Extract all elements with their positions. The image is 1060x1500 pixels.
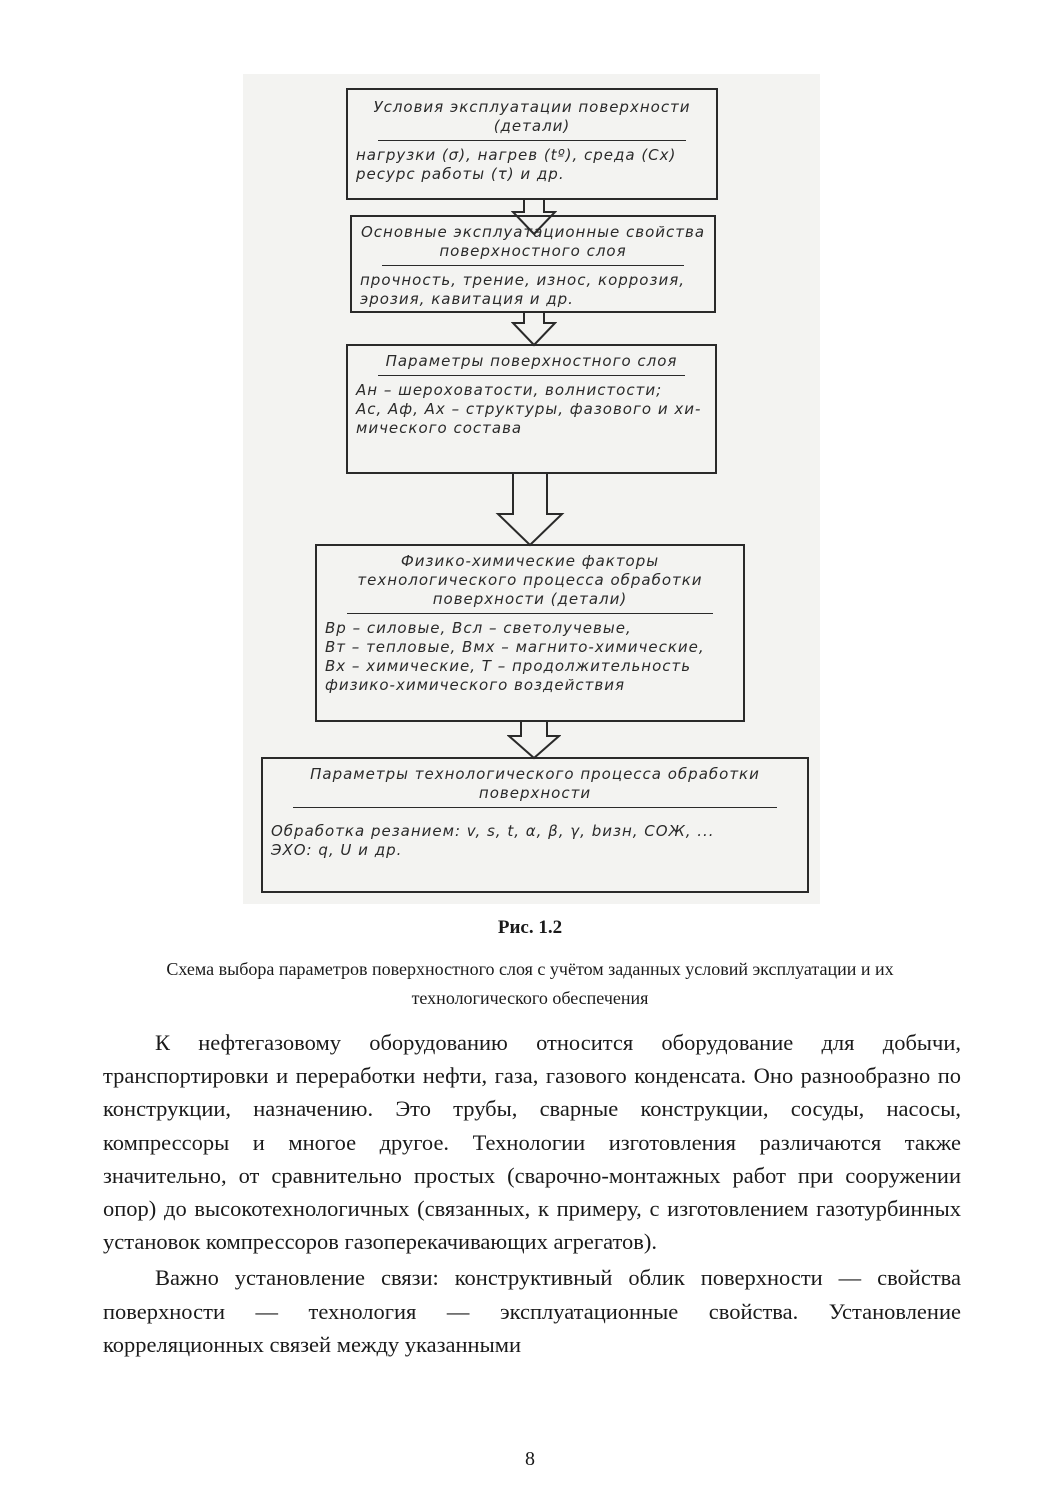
down-arrow-icon <box>495 474 565 547</box>
box-divider <box>382 265 684 266</box>
down-arrow-icon <box>507 722 561 760</box>
box-divider <box>378 375 685 376</box>
paragraph: Важно установление связи: конструктивный облик поверхности — свойства поверхности — технология — эксплуатационные свойства. Установление корреляционных связей между указанными <box>103 1265 961 1357</box>
flow-box-process-parameters <box>261 757 809 893</box>
box-divider <box>347 613 713 614</box>
box-title: Параметры технологического процесса обработки поверхности <box>310 765 760 802</box>
box-body: нагрузки (σ), нагрев (tº), среда (Cx) ресурс работы (τ) и др. <box>356 146 677 183</box>
paragraph: К нефтегазовому оборудованию относится оборудование для добычи, транспортировки и переработки нефти, газа, газового конденсата. Оно разнообразно по конструкции, назначению. Это трубы, сварные конструкции, сосуды, насосы, компрессоры и многое другое. Технологии изготовления различаются также значительно, от сравнительно простых (сварочно-монтажных работ при сооружении опор) до высокотехнологичных (связанных, к примеру, с изготовлением газотурбинных установок компрессоров газоперекачивающих агрегатов). <box>103 1030 961 1255</box>
box-divider <box>293 807 777 808</box>
box-body: Обработка резанием: v, s, t, α, β, γ, bизн, СОЖ, ... ЭХО: q, U и др. <box>271 822 715 859</box>
box-title: Параметры поверхностного слоя <box>385 352 678 370</box>
box-body: Bр – силовые, Bсл – светолучевые, Bт – тепловые, Bмх – магнито-химические, Bx – химические, T – продолжительность физико-химического воздействия <box>325 619 705 694</box>
flowchart-figure <box>243 74 820 904</box>
box-body: Aн – шероховатости, волнистости; Ac, Aф, Ax – структуры, фазового и хи- мического состава <box>356 381 702 437</box>
flow-box-operational-properties <box>350 215 716 313</box>
box-divider <box>378 140 686 141</box>
flow-box-physicochemical-factors <box>315 544 745 722</box>
box-title: Физико-химические факторы технологического процесса обработки поверхности (детали) <box>357 552 703 608</box>
figure-caption-title: Рис. 1.2 <box>497 917 563 938</box>
body-text <box>103 1026 961 1364</box>
down-arrow-icon <box>511 313 557 347</box>
flow-box-surface-layer-parameters <box>346 344 717 474</box>
figure-caption-subtitle: Схема выбора параметров поверхностного слоя с учётом заданных условий эксплуатации и их технологического обеспечения <box>166 959 894 1008</box>
box-body: прочность, трение, износ, коррозия, эрозия, кавитация и др. <box>360 271 685 308</box>
flow-box-operating-conditions <box>346 88 718 200</box>
box-title: Основные эксплуатационные свойства поверхностного слоя <box>360 223 706 260</box>
box-title: Условия эксплуатации поверхности (детали) <box>373 98 691 135</box>
page-number: 8 <box>525 1448 535 1470</box>
